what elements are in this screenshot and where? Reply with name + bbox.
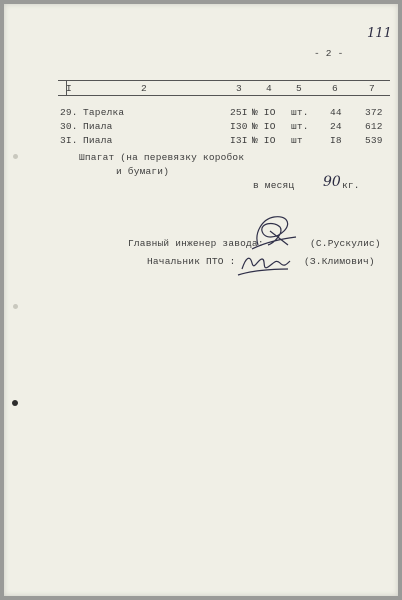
item-code: 25I [230,107,248,118]
item-total: 612 [365,121,383,132]
item-qty: 24 [330,121,342,132]
item-code: I3I [230,135,248,146]
chief-engineer-name: (С.Рускулис) [310,238,381,249]
item-number: № IO [252,135,276,146]
item-total: 372 [365,107,383,118]
item-name: Пиала [83,121,113,132]
twine-line-2: и бумаги) [116,166,170,177]
chief-engineer-title: Главный инженер завода: [128,238,264,249]
pto-head-signature [236,249,296,279]
item-code: I30 [230,121,248,132]
per-month-label: в месяц [253,180,295,191]
item-number: № IO [252,107,276,118]
twine-line-1: Шпагат (на перевязку коробок [79,152,245,163]
col-header-4: 4 [266,83,272,94]
item-unit: шт. [291,107,309,118]
pto-head-title: Начальник ПТО : [147,256,236,267]
item-qty: I8 [330,135,342,146]
col-header-7: 7 [369,83,375,94]
col-header-2: 2 [141,83,147,94]
item-unit: шт [291,135,303,146]
item-number: № IO [252,121,276,132]
pto-head-name: (З.Климович) [304,256,375,267]
item-total: 539 [365,135,383,146]
per-month-unit: кг. [342,180,360,191]
per-month-value: 90 [323,174,341,190]
col-header-3: 3 [236,83,242,94]
item-unit: шт. [291,121,309,132]
row-number: 3I. [60,135,78,146]
handwritten-page-number: 111 [367,26,392,41]
col-header-1: I [66,83,72,94]
item-name: Тарелка [83,107,125,118]
item-name: Пиала [83,135,113,146]
table-header-rule [58,95,390,96]
page-number: - 2 - [314,48,344,59]
row-number: 30. [60,121,78,132]
col-header-5: 5 [296,83,302,94]
binding-hole-mark [12,400,18,406]
document-page [4,4,398,596]
table-top-rule [58,80,390,81]
col-header-6: 6 [332,83,338,94]
row-number: 29. [60,107,78,118]
chief-engineer-signature [244,209,304,254]
item-qty: 44 [330,107,342,118]
